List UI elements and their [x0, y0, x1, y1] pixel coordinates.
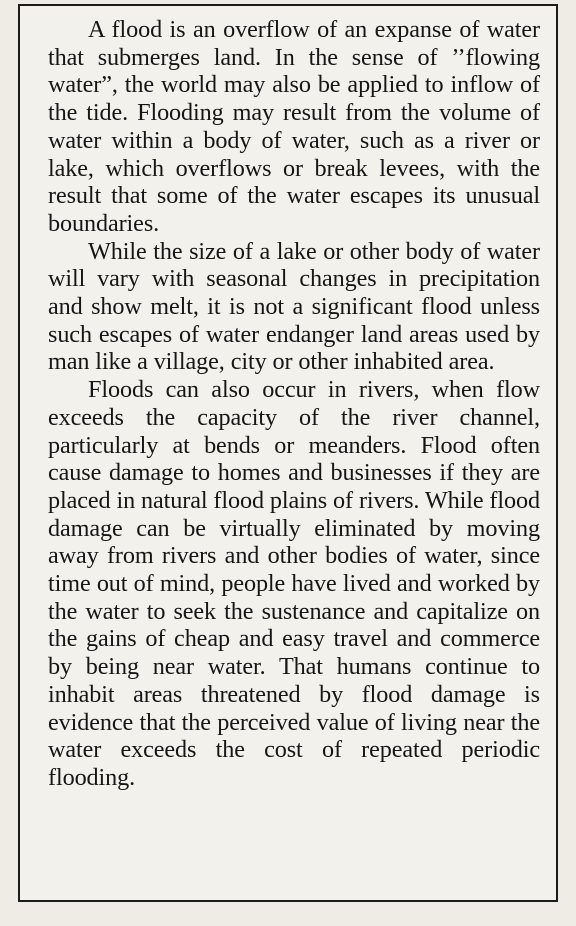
paragraph-1: A flood is an overflow of an expanse of water that submerges land. In the sense of ’’flowing water”, the world may also be applied to inflow of the tide. Flooding may result from the volume of water within a body of water, such as a river or lake, which overflows or break levees, with the result that some of the water escapes its unusual boundaries.	[48, 16, 540, 237]
passage-box	[18, 4, 558, 902]
paragraph-2: While the size of a lake or other body of water will vary with seasonal changes in precipitation and show melt, it is not a significant flood unless such escapes of water endanger land areas used by man like a village, city or other inhabited area.	[48, 237, 540, 376]
paragraph-3: Floods can also occur in rivers, when flow exceeds the capacity of the river channel, particularly at bends or meanders. Flood often cause damage to homes and businesses if they are placed in natural flood plains of rivers. While flood damage can be virtually eliminated by moving away from rivers and other bodies of water, since time out of mind, people have lived and worked by the water to seek the sustenance and capitalize on the gains of cheap and easy travel and commerce by being near water. That humans continue to inhabit areas threatened by flood damage is evidence that the perceived value of living near the water exceeds the cost of repeated periodic flooding.	[48, 376, 540, 791]
passage-text	[48, 16, 540, 792]
